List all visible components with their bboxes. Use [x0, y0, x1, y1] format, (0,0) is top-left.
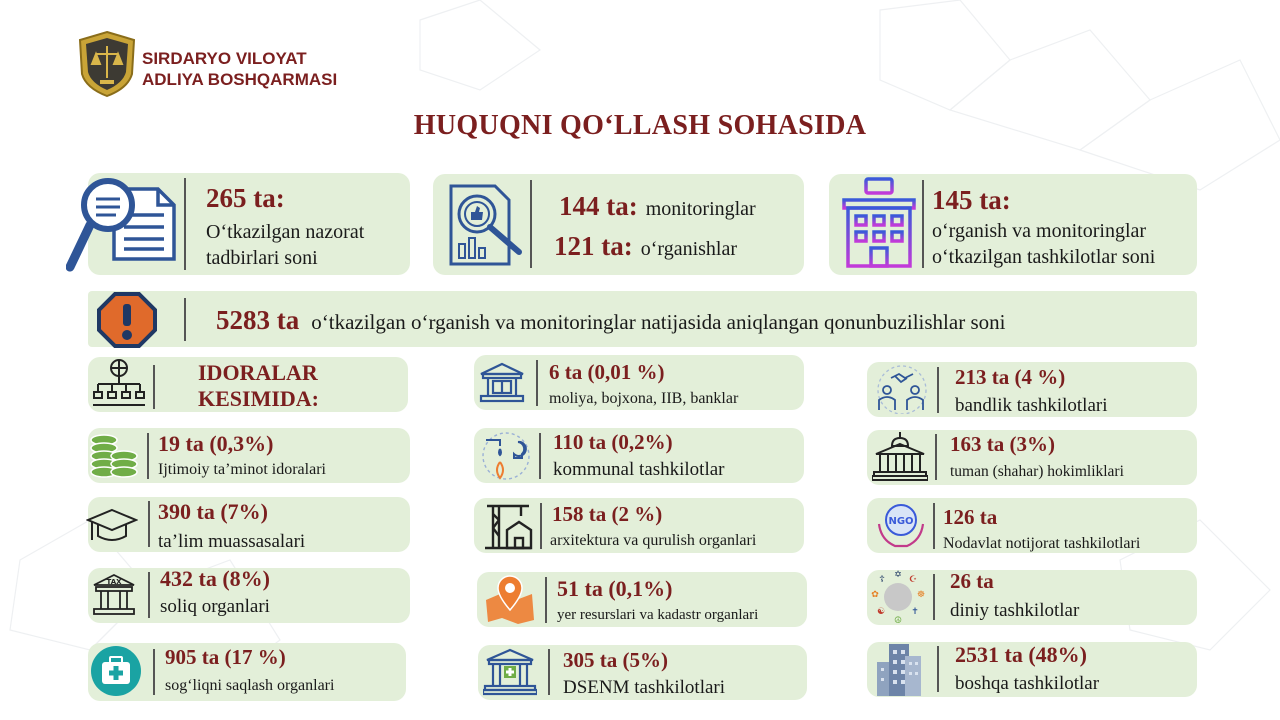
- education-count: 390 ta (7%): [158, 499, 268, 524]
- religious-symbols-icon: [869, 568, 927, 631]
- religious-count: 26 ta: [950, 569, 994, 593]
- social-count: 19 ta (0,3%): [158, 431, 274, 456]
- svg-text:✝: ✝: [911, 607, 919, 617]
- architecture-count: 158 ta (2 %): [552, 502, 663, 526]
- finance-desc: moliya, bojxona, IIB, banklar: [549, 390, 739, 407]
- divider: [148, 501, 150, 547]
- communal-desc: kommunal tashkilotlar: [553, 459, 725, 480]
- svg-text:☦: ☦: [879, 575, 885, 585]
- svg-text:NGO: NGO: [888, 516, 914, 527]
- svg-text:☪: ☪: [908, 575, 918, 585]
- svg-text:☮: ☮: [893, 616, 903, 626]
- inspections-desc-line2: tadbirlari soni: [206, 247, 318, 269]
- other-desc: boshqa tashkilotlar: [955, 673, 1100, 694]
- hokimlik-count: 163 ta (3%): [950, 432, 1055, 456]
- education-desc: ta’lim muassasalari: [158, 531, 306, 552]
- monitoring-count: 144 ta:: [559, 191, 638, 221]
- medical-kit-icon: [90, 645, 142, 702]
- divider: [530, 180, 532, 268]
- finance-count: 6 ta (0,01 %): [549, 360, 665, 384]
- hokimlik-desc: tuman (shahar) hokimliklari: [950, 463, 1124, 480]
- handshake-people-icon: [873, 364, 931, 419]
- divider: [933, 574, 935, 620]
- government-building-icon: [872, 430, 928, 487]
- tax-desc: soliq organlari: [160, 596, 270, 617]
- divider: [539, 433, 541, 479]
- studies-line: [554, 231, 737, 262]
- building-icon: [842, 176, 916, 275]
- architecture-desc: arxitektura va qurulish organlari: [550, 532, 757, 549]
- section-title-line2: KESIMIDA:: [198, 386, 320, 411]
- hospital-building-icon: [483, 648, 537, 701]
- monitoring-label: monitoringlar: [645, 198, 756, 220]
- svg-text:☯: ☯: [876, 607, 886, 617]
- divider: [153, 649, 155, 695]
- report-analysis-icon: [447, 182, 527, 273]
- divider: [935, 434, 937, 480]
- divider: [922, 180, 924, 268]
- violations-desc: o‘tkazilgan o‘rganish va monitoringlar natijasida aniqlangan qonunbuzilishlar soni: [311, 310, 1006, 334]
- utilities-icon: [478, 430, 534, 487]
- divider: [184, 298, 186, 341]
- divider: [184, 178, 186, 270]
- divider: [540, 503, 542, 549]
- divider: [148, 572, 150, 618]
- divider: [153, 365, 155, 409]
- organizations-desc-line1: o‘rganish va monitoringlar: [932, 220, 1147, 242]
- divider: [545, 577, 547, 623]
- divider: [548, 649, 550, 695]
- skyscrapers-icon: [873, 640, 925, 703]
- ngo-desc: Nodavlat notijorat tashkilotlari: [943, 535, 1141, 552]
- divider: [147, 433, 149, 479]
- section-title-line1: IDORALAR: [198, 360, 318, 385]
- page-title: HUQUQNI QO‘LLASH SOHASIDA: [413, 110, 867, 141]
- inspections-desc-line1: O‘tkazilgan nazorat: [206, 221, 365, 243]
- magnifier-document-icon: [66, 175, 178, 278]
- other-count: 2531 ta (48%): [955, 642, 1087, 667]
- monitoring-line: [559, 191, 756, 222]
- divider: [536, 360, 538, 406]
- dsenm-count: 305 ta (5%): [563, 648, 668, 672]
- svg-text:✡: ✡: [894, 570, 902, 580]
- studies-label: o‘rganishlar: [640, 238, 738, 260]
- land-count: 51 ta (0,1%): [557, 576, 673, 601]
- hierarchy-icon: [92, 358, 146, 415]
- employment-desc: bandlik tashkilotlari: [955, 395, 1108, 416]
- studies-count: 121 ta:: [554, 231, 633, 261]
- svg-text:✿: ✿: [871, 590, 879, 600]
- dsenm-desc: DSENM tashkilotlari: [563, 677, 726, 698]
- health-count: 905 ta (17 %): [165, 645, 286, 669]
- map-pin-icon: [482, 574, 538, 629]
- tax-building-icon: [92, 573, 136, 622]
- construction-crane-icon: [481, 500, 533, 557]
- org-name-line1: SIRDARYO VILOYAT: [142, 49, 307, 68]
- coins-icon: [88, 432, 140, 483]
- ngo-globe-hands-icon: [875, 500, 927, 557]
- religious-desc: diniy tashkilotlar: [950, 600, 1080, 621]
- svg-text:☸: ☸: [916, 590, 926, 600]
- organizations-count: 145 ta:: [932, 185, 1011, 215]
- bank-icon: [479, 362, 525, 409]
- communal-count: 110 ta (0,2%): [553, 430, 673, 454]
- divider: [933, 503, 935, 549]
- land-desc: yer resurslari va kadastr organlari: [557, 607, 759, 623]
- social-desc: Ijtimoiy ta’minot idoralari: [158, 461, 326, 478]
- emblem-logo: [78, 30, 136, 103]
- divider: [937, 367, 939, 413]
- ngo-count: 126 ta: [943, 505, 998, 529]
- organizations-desc-line2: o‘tkazilgan tashkilotlar soni: [932, 246, 1156, 268]
- warning-octagon-icon: [97, 292, 157, 353]
- health-desc: sog‘liqni saqlash organlari: [165, 677, 335, 694]
- graduation-cap-icon: [86, 506, 138, 551]
- divider: [937, 646, 939, 692]
- svg-text:TAX: TAX: [106, 578, 122, 586]
- org-name-line2: ADLIYA BOSHQARMASI: [142, 70, 338, 89]
- employment-count: 213 ta (4 %): [955, 365, 1066, 389]
- tax-count: 432 ta (8%): [160, 566, 270, 591]
- violations-line: [216, 305, 1005, 336]
- violations-count: 5283 ta: [216, 305, 300, 335]
- inspections-count: 265 ta:: [206, 183, 285, 213]
